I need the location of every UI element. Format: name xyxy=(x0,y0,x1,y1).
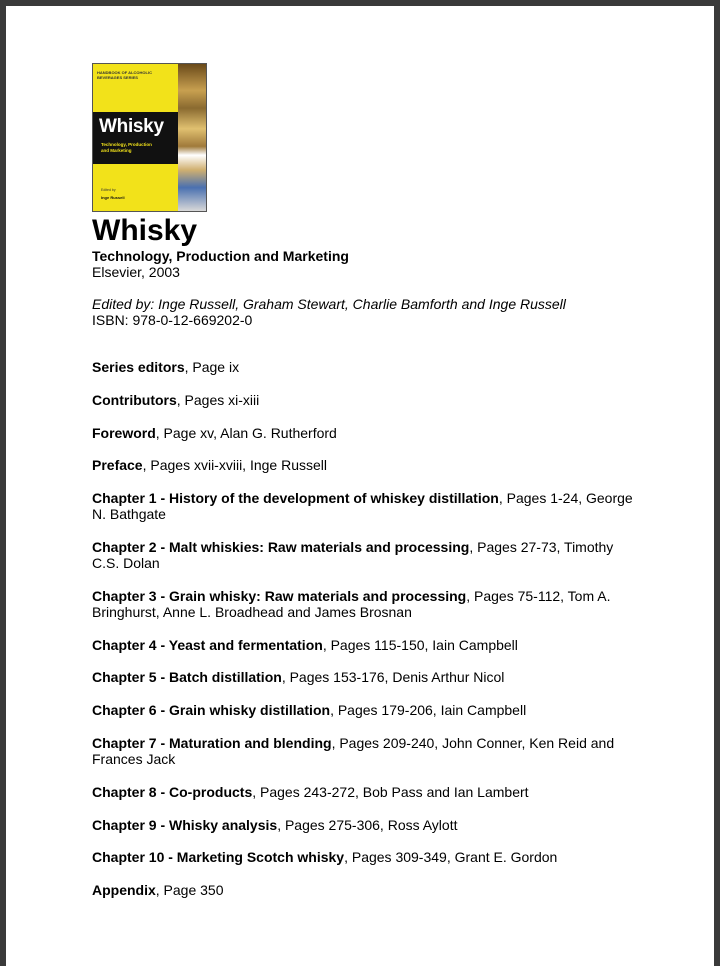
toc-entry[interactable] xyxy=(92,392,637,408)
toc-entry[interactable] xyxy=(92,849,637,865)
cover-photo-strip xyxy=(178,64,206,211)
toc-entry[interactable] xyxy=(92,817,637,833)
toc-entry-details: , Page 350 xyxy=(155,882,224,899)
toc-entry[interactable] xyxy=(92,784,637,800)
toc-entry[interactable] xyxy=(92,735,637,767)
toc-entry-title[interactable]: Preface xyxy=(92,457,143,474)
toc-entry-details: , Page xv, Alan G. Rutherford xyxy=(155,424,337,441)
toc-entry-details: , Pages 75-112, Tom A. Bringhurst, Anne L. Broadhead and James Brosnan xyxy=(92,587,611,620)
toc-entry[interactable] xyxy=(92,669,637,685)
toc-entry[interactable] xyxy=(92,882,637,898)
cover-edition-text: Edited by xyxy=(101,188,116,192)
toc-entry[interactable] xyxy=(92,702,637,718)
toc-entry-details: , Page ix xyxy=(184,359,240,375)
toc-entry-details: , Pages 309-349, Grant E. Gordon xyxy=(344,849,558,866)
book-cover-image xyxy=(92,63,207,212)
toc-entry-details: , Pages 243-272, Bob Pass and Ian Lambert xyxy=(252,783,529,800)
toc-entry-title[interactable]: Chapter 6 - Grain whisky distillation xyxy=(92,702,331,719)
toc-entry-details: , Pages 27-73, Timothy C.S. Dolan xyxy=(92,538,614,571)
toc-entry-title[interactable]: Chapter 1 - History of the development of whiskey distillation xyxy=(92,490,499,507)
toc-entry-title[interactable]: Chapter 8 - Co-products xyxy=(92,783,253,800)
toc-entry-details: , Pages 1-24, George N. Bathgate xyxy=(92,490,633,523)
book-publisher: Elsevier, 2003 xyxy=(92,264,180,280)
document-page xyxy=(6,6,714,966)
toc-entry-details: , Pages 179-206, Iain Campbell xyxy=(330,702,527,719)
cover-title-text: Whisky xyxy=(99,116,164,137)
toc-entry-title[interactable]: Chapter 5 - Batch distillation xyxy=(92,669,282,686)
cover-author-text: Inge Russell xyxy=(101,195,125,200)
toc-entry-details: , Pages xvii-xviii, Inge Russell xyxy=(142,457,327,474)
toc-entry[interactable] xyxy=(92,359,637,375)
toc-entry-title[interactable]: Chapter 7 - Maturation and blending xyxy=(92,734,332,751)
toc-entry-title[interactable]: Chapter 2 - Malt whiskies: Raw materials and processing xyxy=(92,538,470,555)
toc-entry-title[interactable]: Contributors xyxy=(92,391,177,408)
toc-entry-title[interactable]: Chapter 10 - Marketing Scotch whisky xyxy=(92,849,345,866)
toc-entry[interactable] xyxy=(92,539,637,571)
toc-entry-title[interactable]: Chapter 4 - Yeast and fermentation xyxy=(92,636,323,653)
toc-entry-title[interactable]: Foreword xyxy=(92,424,156,441)
toc-entry[interactable] xyxy=(92,637,637,653)
cover-subtitle-text: Technology, Production and Marketing xyxy=(101,142,152,153)
book-metadata xyxy=(92,248,566,328)
toc-entry[interactable] xyxy=(92,490,637,522)
table-of-contents xyxy=(92,359,637,915)
toc-entry[interactable] xyxy=(92,425,637,441)
toc-entry-title[interactable]: Appendix xyxy=(92,882,156,899)
book-subtitle: Technology, Production and Marketing xyxy=(92,248,349,264)
toc-entry-title[interactable]: Series editors xyxy=(92,359,185,375)
toc-entry-title[interactable]: Chapter 9 - Whisky analysis xyxy=(92,816,278,833)
toc-entry-details: , Pages 275-306, Ross Aylott xyxy=(277,816,458,833)
toc-entry-details: , Pages 115-150, Iain Campbell xyxy=(322,636,518,653)
toc-entry[interactable] xyxy=(92,588,637,620)
toc-entry-details: , Pages 209-240, John Conner, Ken Reid and Frances Jack xyxy=(92,734,615,767)
toc-entry-details: , Pages xi-xiii xyxy=(176,391,260,408)
toc-entry-title[interactable]: Chapter 3 - Grain whisky: Raw materials and processing xyxy=(92,587,467,604)
toc-entry-details: , Pages 153-176, Denis Arthur Nicol xyxy=(281,669,505,686)
toc-entry[interactable] xyxy=(92,457,637,473)
cover-series-text: HANDBOOK OF ALCOHOLIC BEVERAGES SERIES xyxy=(97,70,152,80)
book-editors: Edited by: Inge Russell, Graham Stewart, Charlie Bamforth and Inge Russell xyxy=(92,296,566,312)
book-isbn: ISBN: 978-0-12-669202-0 xyxy=(92,312,253,328)
book-title: Whisky xyxy=(92,214,198,247)
